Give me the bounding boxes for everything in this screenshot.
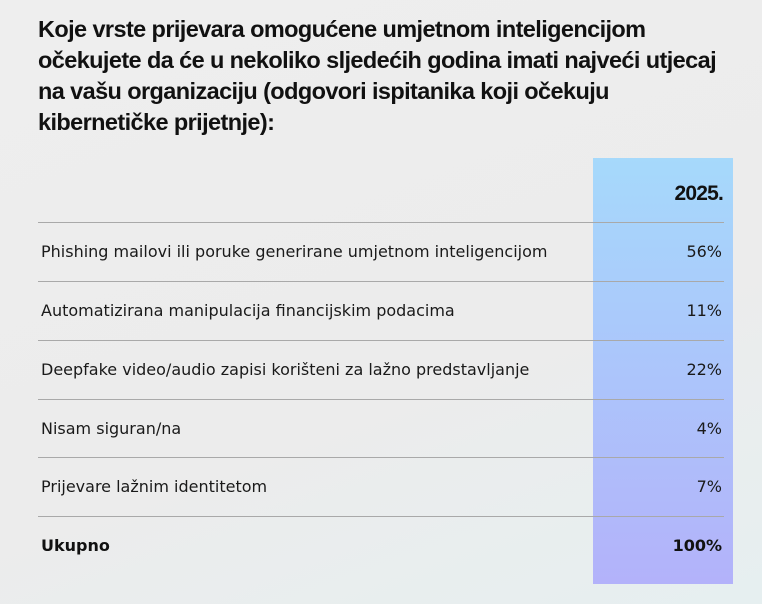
- row-value: 4%: [696, 419, 722, 438]
- row-label: Nisam siguran/na: [41, 419, 182, 438]
- total-label: Ukupno: [41, 536, 110, 555]
- row-label: Automatizirana manipulacija financijskim podacima: [41, 301, 455, 320]
- row-value: 56%: [686, 242, 722, 261]
- column-header-year: 2025.: [674, 182, 723, 205]
- row-label: Phishing mailovi ili poruke generirane umjetnom inteligencijom: [41, 242, 548, 261]
- row-value: 7%: [696, 477, 722, 496]
- row-label: Prijevare lažnim identitetom: [41, 477, 268, 496]
- table-row: [38, 281, 724, 339]
- table-total-row: [38, 516, 724, 574]
- total-value: 100%: [672, 536, 722, 555]
- row-value: 11%: [686, 301, 722, 320]
- row-label: Deepfake video/audio zapisi korišteni za lažno predstavljanje: [41, 360, 530, 379]
- page-title: Koje vrste prijevara omogućene umjetnom inteligencijom očekujete da će u nekoliko sljedećih godina imati najveći utjecaj na vašu organizaciju (odgovori ispitanika koji očekuju kibernetičke prijetnje):: [38, 16, 717, 135]
- table-row: [38, 457, 724, 515]
- row-value: 22%: [686, 360, 722, 379]
- table-row: [38, 340, 724, 398]
- table-row: [38, 222, 724, 280]
- table-row: [38, 399, 724, 457]
